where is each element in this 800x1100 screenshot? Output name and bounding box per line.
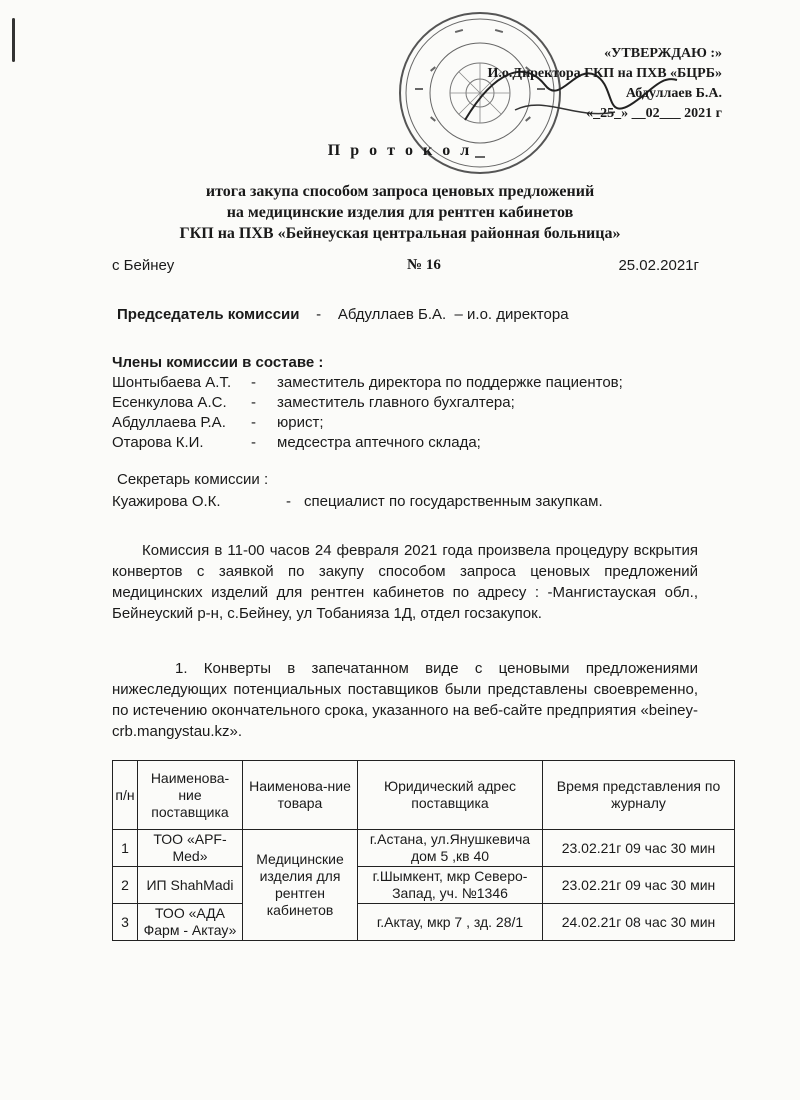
member-role: юрист; [277,414,324,431]
member-role: заместитель директора по поддержке пациентов; [277,374,623,391]
secretary-role: специалист по государственным закупкам. [304,493,603,510]
opening-paragraph: Комиссия в 11-00 часов 24 февраля 2021 года произвела процедуру вскрытия конвертов с заявкой по закупу способом запроса ценовых предложений медицинских изделий для рентген кабинетов по адресу : -Мангистауская обл., Бейнеуский р-н, с.Бейнеу, ул Тобанияза 1Д, отдел госзакупок. [112,542,698,622]
place: с Бейнеу [112,257,175,274]
protocol-heading: П р о т о к о л [327,142,473,159]
col-header-number: п/н [113,761,138,830]
approval-block [488,44,722,124]
chair-role: – и.о. директора [454,306,569,323]
secretary-row [112,493,603,510]
col-header-time: Время представления по журналу [543,761,735,830]
approval-name: Абдуллаев Б.А. [625,86,722,101]
table-row [113,867,735,904]
member-dash: - [251,374,256,391]
approval-position: И.о.Директора ГКП на ПХВ «БЦРБ» [487,66,722,81]
col-header-supplier: Наименова-ние поставщика [138,761,243,830]
submission-time: 24.02.21г 08 час 30 мин [543,904,735,941]
submission-time: 23.02.21г 09 час 30 мин [543,830,735,867]
table-header-row [113,761,735,830]
subtitle-line: на медицинские изделия для рентген кабинетов [226,204,574,221]
protocol-date: 25.02.2021г [618,257,699,274]
table-row [113,904,735,941]
row-number: 1 [113,830,138,867]
table-row [113,830,735,867]
member-name: Шонтыбаева А.Т. [112,374,232,391]
suppliers-table [112,760,735,941]
member-role: заместитель главного бухгалтера; [277,394,515,411]
approval-date: «_25_» __02___ 2021 г [586,106,722,121]
member-dash: - [251,414,256,431]
protocol-subtitle [0,181,800,244]
secretary-heading: Секретарь комиссии : [117,471,269,488]
subtitle-line: итога закупа способом запроса ценовых предложений [205,183,595,200]
supplier-address: г.Актау, мкр 7 , зд. 28/1 [358,904,543,941]
supplier-name: ИП ShahMadi [138,867,243,904]
col-header-goods: Наименова-ние товара [243,761,358,830]
supplier-name: ТОО «APF-Med» [138,830,243,867]
member-name: Отарова К.И. [112,434,204,451]
member-dash: - [251,434,256,451]
chair-name: Абдуллаев Б.А. [337,306,447,323]
envelopes-paragraph: 1. Конверты в запечатанном виде с ценовыми предложениями нижеследующих потенциальных поставщиков были представлены своевременно, по истечению окончательного срока, указанного на веб-сайте предприятия «beiney-crb.mangystau.kz». [112,660,698,740]
subtitle-line: ГКП на ПХВ «Бейнеуская центральная районная больница» [179,225,621,242]
members-heading: Члены комиссии в составе : [112,354,324,371]
supplier-name: ТОО «АДА Фарм - Актау» [138,904,243,941]
scan-edge-mark [12,18,15,62]
member-dash: - [251,394,256,411]
member-name: Абдуллаева Р.А. [112,414,226,431]
supplier-address: г.Астана, ул.Янушкевича дом 5 ,кв 40 [358,830,543,867]
row-number: 3 [113,904,138,941]
secretary-name: Куажирова О.К. [112,493,221,510]
col-header-address: Юридический адрес поставщика [358,761,543,830]
commission-chair [117,306,569,323]
member-role: медсестра аптечного склада; [277,434,481,451]
submission-time: 23.02.21г 09 час 30 мин [543,867,735,904]
approval-line: «УТВЕРЖДАЮ :» [604,46,722,61]
row-number: 2 [113,867,138,904]
member-name: Есенкулова А.С. [112,394,227,411]
supplier-address: г.Шымкент, мкр Северо-Запад, уч. №1346 [358,867,543,904]
protocol-number: № 16 [407,257,441,273]
secretary-dash: - [286,493,291,510]
goods-name: Медицинские изделия для рентген кабинетов [243,830,358,941]
chair-label: Председатель комиссии [117,306,300,323]
protocol-meta [112,257,699,274]
chair-dash: - [316,306,322,323]
